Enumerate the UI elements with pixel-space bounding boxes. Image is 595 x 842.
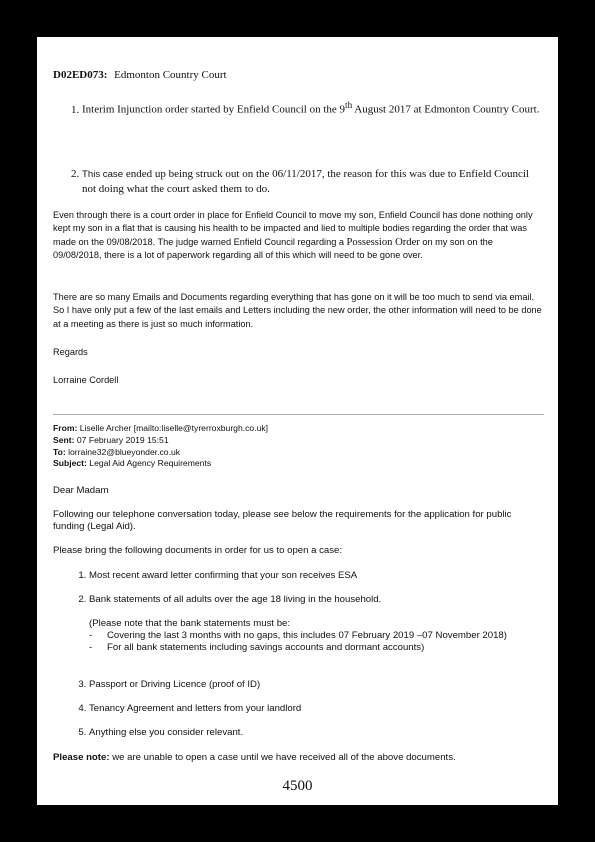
paragraph-emails: There are so many Emails and Documents regarding everything that has gone on it will be too much to send via email. So I have only put a few of the last emails and Letters including the new order, the other information will need to be done at a meeting as there is just so much information.: [53, 292, 542, 329]
court-name: Edmonton Country Court: [114, 69, 227, 81]
bank-note-item: - Covering the last 3 months with no gaps, this includes 07 February 2019 –07 November 2018): [89, 630, 507, 641]
requirements-list-b: [53, 679, 542, 739]
paragraph-court-order: Even through there is a court order in place for Enfield Council to move my son, Enfield Council has done nothing only kept my son in a flat that is causing his health to be impacted and lied to multiple bodies regarding the order that was made on the 09/08/2018. The judge warned Enfield Council regarding a Possession Order on my son on the 09/08/2018, there is a lot of paperwork regarding all of this which will need to be gone over.: [53, 210, 533, 260]
signature-name: Lorraine Cordell: [53, 375, 119, 385]
requirement-item: 5. Anything else you consider relevant.: [89, 727, 542, 739]
document-page: [37, 37, 558, 805]
case-point-1: 1. Interim Injunction order started by Enfield Council on the 9th August 2017 at Edmonton Country Court.: [82, 98, 542, 117]
requirements-list-a: [53, 570, 542, 606]
instruction-text: Please bring the following documents in order for us to open a case:: [53, 545, 343, 556]
case-points-list-1: [53, 98, 542, 117]
salutation: Dear Madam: [53, 485, 109, 496]
requirement-item: 3. Passport or Driving Licence (proof of ID): [89, 679, 542, 691]
page-number: 4500: [282, 778, 313, 794]
final-note: Please note: we are unable to open a case until we have received all of the above documents.: [53, 752, 456, 763]
email-from: From: Liselle Archer [mailto:liselle@tyrerroxburgh.co.uk]: [53, 423, 269, 433]
requirement-item: 1. Most recent award letter confirming that your son receives ESA: [89, 570, 542, 582]
bank-note: [89, 618, 542, 654]
email-header: [53, 423, 268, 470]
regards-text: Regards: [53, 347, 88, 357]
case-points-list-2: [53, 167, 542, 196]
intro-text: Following our telephone conversation today, please see below the requirements for the application for public funding (Legal Aid).: [53, 509, 512, 532]
email-to: To: lorraine32@blueyonder.co.uk: [53, 446, 181, 457]
email-subject: Subject: Legal Aid Agency Requirements: [53, 458, 212, 469]
requirement-item: 2. Bank statements of all adults over the age 18 living in the household.: [89, 594, 542, 606]
bank-note-lead: (Please note that the bank statements must be:: [89, 618, 291, 629]
requirement-item: 4. Tenancy Agreement and letters from your landlord: [89, 703, 542, 715]
bank-note-item: - For all bank statements including savings accounts and dormant accounts): [89, 642, 425, 653]
case-heading: [53, 69, 227, 81]
email-sent: Sent: 07 February 2019 15:51: [53, 434, 169, 445]
case-point-2: 2. This case ended up being struck out on the 06/11/2017, the reason for this was due to Enfield Council not doing what the court asked them to do.: [82, 167, 542, 196]
email-divider: [53, 414, 544, 415]
case-reference: D02ED073:: [53, 69, 108, 81]
